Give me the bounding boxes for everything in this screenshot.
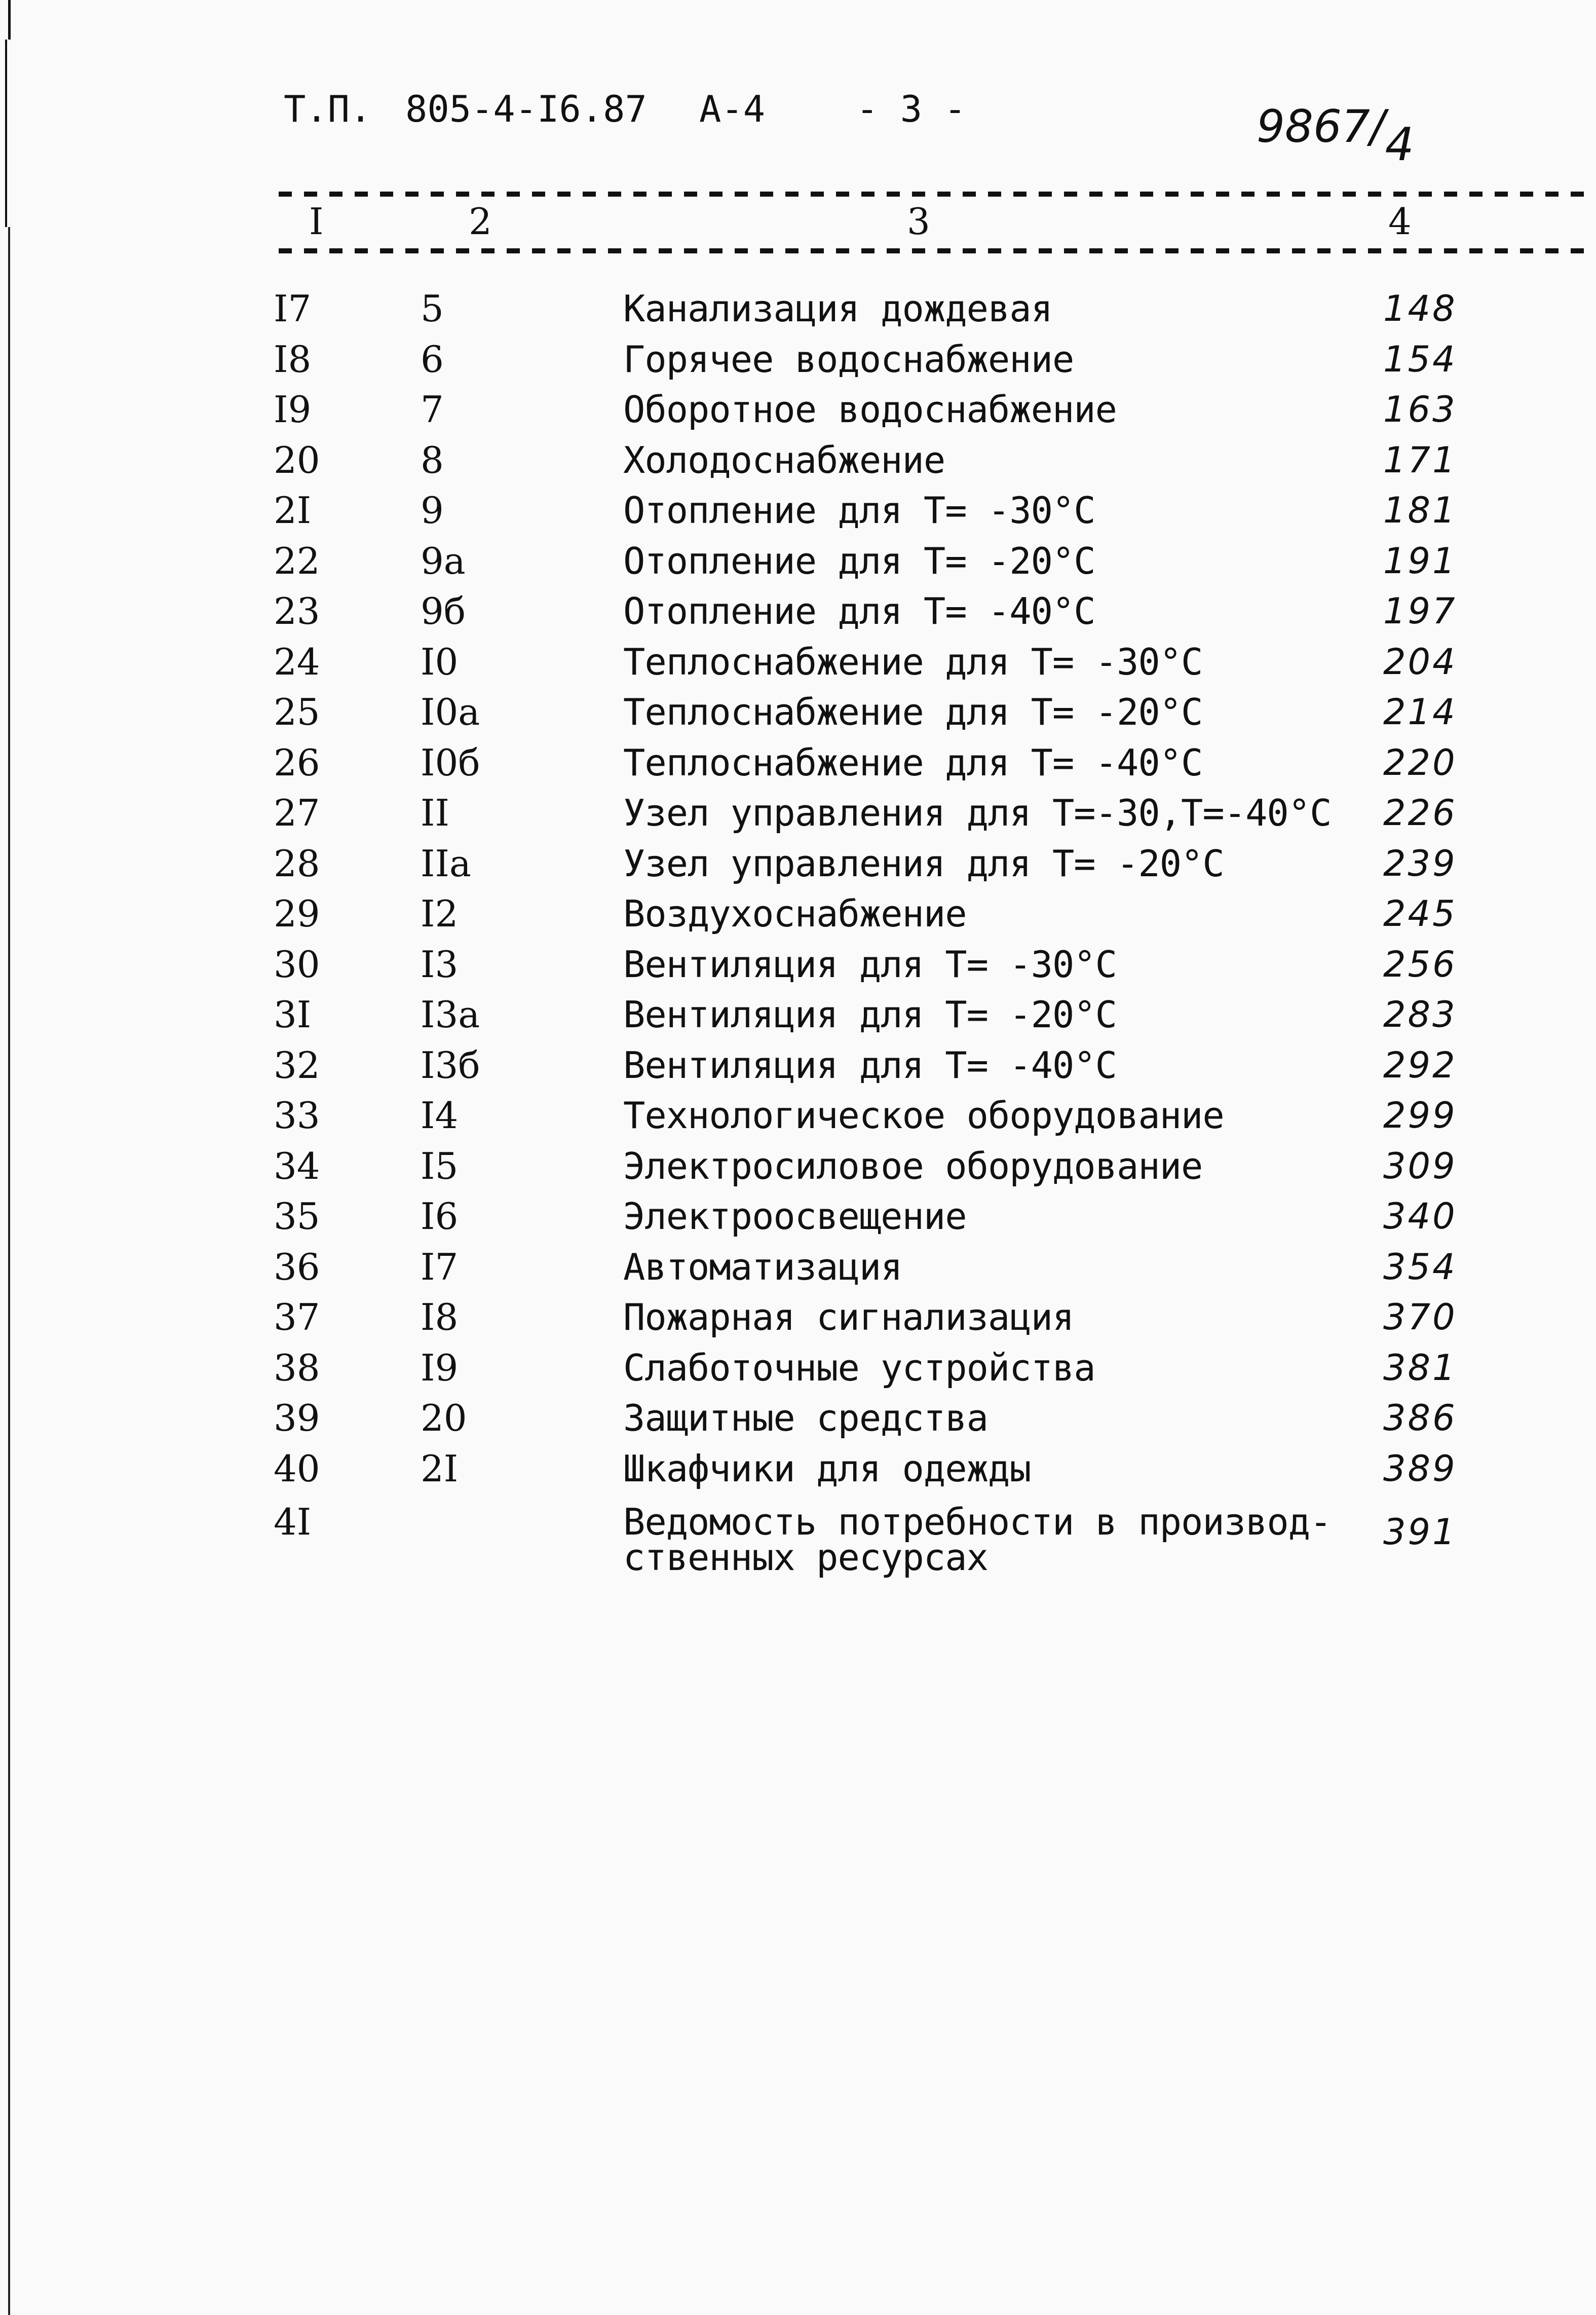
section-title: Электросиловое оборудование bbox=[623, 1144, 1203, 1187]
row-number: 2I bbox=[274, 489, 312, 532]
row-number: 23 bbox=[274, 590, 320, 632]
row-number: 4I bbox=[274, 1501, 312, 1543]
section-number: I9 bbox=[421, 1346, 459, 1389]
row-number: I7 bbox=[274, 287, 312, 330]
section-title: Вентиляция для Т= -40°С bbox=[623, 1043, 1117, 1087]
document-header bbox=[284, 84, 1094, 134]
row-number: 32 bbox=[274, 1043, 320, 1087]
row-number: 20 bbox=[274, 438, 320, 481]
table-row bbox=[274, 1494, 1571, 1590]
table-row bbox=[274, 1141, 1571, 1192]
row-number: 3I bbox=[274, 993, 312, 1036]
section-number: I0а bbox=[421, 691, 480, 733]
page-ref: 148 bbox=[1383, 288, 1457, 329]
table-row bbox=[274, 1444, 1571, 1495]
inventory-number: 9867 bbox=[1257, 100, 1370, 153]
section-number: 20 bbox=[421, 1397, 467, 1439]
page-ref: 386 bbox=[1383, 1397, 1457, 1439]
section-number: 8 bbox=[421, 438, 444, 481]
table-row bbox=[274, 990, 1571, 1040]
section-title: Пожарная сигнализация bbox=[623, 1296, 1074, 1338]
section-title: Отопление для Т= -30°С bbox=[623, 489, 1095, 532]
table-row bbox=[274, 334, 1571, 385]
section-title: Шкафчики для одежды bbox=[623, 1447, 1031, 1490]
section-number: I3б bbox=[421, 1043, 480, 1087]
section-title: Горячее водоснабжение bbox=[623, 338, 1074, 381]
page-ref: 292 bbox=[1383, 1044, 1457, 1086]
section-title: Слаботочные устройства bbox=[623, 1346, 1095, 1389]
row-number: 33 bbox=[274, 1094, 320, 1137]
table-rule-bottom bbox=[279, 248, 1596, 253]
table-rule-top bbox=[279, 192, 1596, 197]
section-number: IIа bbox=[421, 842, 471, 885]
section-title: Канализация дождевая bbox=[623, 287, 1052, 330]
section-number: I8 bbox=[421, 1296, 459, 1338]
column-header-1: I bbox=[309, 200, 324, 243]
section-number: 5 bbox=[421, 287, 444, 330]
table-row bbox=[274, 1393, 1571, 1444]
row-number: I9 bbox=[274, 388, 312, 431]
row-number: I8 bbox=[274, 338, 312, 381]
column-header-4: 4 bbox=[1388, 200, 1412, 243]
section-title: Защитные средства bbox=[623, 1397, 988, 1439]
page-ref: 226 bbox=[1383, 792, 1457, 834]
section-title: Технологическое оборудование bbox=[623, 1094, 1224, 1137]
section-number: I0б bbox=[421, 741, 480, 784]
page-ref: 340 bbox=[1383, 1196, 1457, 1237]
page-ref: 309 bbox=[1383, 1145, 1457, 1187]
row-number: 39 bbox=[274, 1397, 320, 1439]
page-ref: 299 bbox=[1383, 1095, 1457, 1136]
section-title: Узел управления для Т= -20°С bbox=[623, 842, 1224, 885]
contents-table bbox=[274, 284, 1571, 1590]
row-number: 37 bbox=[274, 1296, 320, 1338]
handwritten-inventory-number: 9867/4 bbox=[1257, 100, 1414, 171]
row-number: 22 bbox=[274, 539, 320, 582]
page-ref: 391 bbox=[1383, 1511, 1457, 1553]
row-number: 28 bbox=[274, 842, 320, 885]
column-header-3: 3 bbox=[907, 200, 930, 243]
section-number: 6 bbox=[421, 338, 444, 381]
row-number: 35 bbox=[274, 1195, 320, 1238]
table-row bbox=[274, 1242, 1571, 1293]
section-number: I5 bbox=[421, 1144, 459, 1187]
table-row bbox=[274, 738, 1571, 789]
page-ref: 239 bbox=[1383, 842, 1457, 884]
page-ref: 389 bbox=[1383, 1447, 1457, 1489]
row-number: 25 bbox=[274, 691, 320, 733]
page-ref: 381 bbox=[1383, 1347, 1457, 1389]
doc-code: 805-4-I6.87 bbox=[405, 88, 647, 130]
table-row bbox=[274, 486, 1571, 536]
section-title: Вентиляция для Т= -30°С bbox=[623, 943, 1117, 986]
section-number: 9 bbox=[421, 489, 444, 532]
section-number: I4 bbox=[421, 1094, 459, 1137]
page-ref: 163 bbox=[1383, 389, 1457, 430]
table-row bbox=[274, 1091, 1571, 1141]
section-number: I2 bbox=[421, 892, 459, 935]
section-title: Теплоснабжение для Т= -30°С bbox=[623, 640, 1203, 683]
table-row bbox=[274, 788, 1571, 839]
section-title: Ведомость потребности в производ- ственных ресурсах bbox=[623, 1501, 1332, 1579]
page-ref: 171 bbox=[1383, 439, 1457, 481]
page-ref: 245 bbox=[1383, 893, 1457, 935]
table-row bbox=[274, 1191, 1571, 1242]
table-row bbox=[274, 889, 1571, 940]
inventory-sub: 4 bbox=[1385, 118, 1414, 171]
scan-border bbox=[5, 40, 7, 227]
page-ref: 181 bbox=[1383, 490, 1457, 531]
section-title: Электроосвещение bbox=[623, 1195, 967, 1238]
section-title: Автоматизация bbox=[623, 1245, 902, 1288]
section-title: Теплоснабжение для Т= -20°С bbox=[623, 691, 1203, 733]
section-title: Холодоснабжение bbox=[623, 438, 945, 481]
page-number: - 3 - bbox=[856, 88, 966, 130]
row-number: 24 bbox=[274, 640, 320, 683]
page-ref: 154 bbox=[1383, 338, 1457, 380]
scan-border bbox=[8, 227, 10, 2315]
row-number: 30 bbox=[274, 943, 320, 986]
page-ref: 204 bbox=[1383, 641, 1457, 683]
row-number: 40 bbox=[274, 1447, 320, 1490]
column-header-2: 2 bbox=[469, 200, 492, 243]
table-row bbox=[274, 1292, 1571, 1343]
section-title: Узел управления для Т=-30,Т=-40°С bbox=[623, 792, 1332, 834]
section-title: Воздухоснабжение bbox=[623, 892, 967, 935]
table-row bbox=[274, 687, 1571, 738]
page-ref: 256 bbox=[1383, 943, 1457, 985]
section-number: 2I bbox=[421, 1447, 459, 1490]
page-ref: 370 bbox=[1383, 1296, 1457, 1338]
table-row bbox=[274, 637, 1571, 688]
section-number: I0 bbox=[421, 640, 459, 683]
section-number: 7 bbox=[421, 388, 444, 431]
row-number: 36 bbox=[274, 1245, 320, 1288]
section-number: I6 bbox=[421, 1195, 459, 1238]
section-title: Отопление для Т= -40°С bbox=[623, 590, 1095, 632]
section-number: I7 bbox=[421, 1245, 459, 1288]
page-ref: 197 bbox=[1383, 590, 1457, 632]
page-ref: 283 bbox=[1383, 994, 1457, 1035]
section-title: Оборотное водоснабжение bbox=[623, 388, 1117, 431]
table-row bbox=[274, 839, 1571, 889]
page-ref: 220 bbox=[1383, 741, 1457, 783]
table-row bbox=[274, 284, 1571, 334]
table-row bbox=[274, 1040, 1571, 1091]
table-row bbox=[274, 940, 1571, 990]
row-number: 38 bbox=[274, 1346, 320, 1389]
section-number: I3 bbox=[421, 943, 459, 986]
section-title: Отопление для Т= -20°С bbox=[623, 539, 1095, 582]
row-number: 29 bbox=[274, 892, 320, 935]
table-row bbox=[274, 1343, 1571, 1394]
section-number: 9б bbox=[421, 590, 466, 632]
section-number: I3а bbox=[421, 993, 480, 1036]
page-ref: 191 bbox=[1383, 540, 1457, 582]
page-ref: 214 bbox=[1383, 691, 1457, 733]
row-number: 26 bbox=[274, 741, 320, 784]
row-number: 34 bbox=[274, 1144, 320, 1187]
scan-border bbox=[8, 0, 11, 40]
album-label: А-4 bbox=[699, 88, 766, 130]
section-number: 9а bbox=[421, 539, 466, 582]
doc-prefix: Т.П. bbox=[284, 88, 372, 130]
table-row bbox=[274, 586, 1571, 637]
row-number: 27 bbox=[274, 792, 320, 834]
table-row bbox=[274, 435, 1571, 486]
section-title: Теплоснабжение для Т= -40°С bbox=[623, 741, 1203, 784]
section-number: II bbox=[421, 792, 449, 834]
section-title: Вентиляция для Т= -20°С bbox=[623, 993, 1117, 1036]
table-row bbox=[274, 536, 1571, 587]
page-ref: 354 bbox=[1383, 1246, 1457, 1288]
table-row bbox=[274, 385, 1571, 435]
